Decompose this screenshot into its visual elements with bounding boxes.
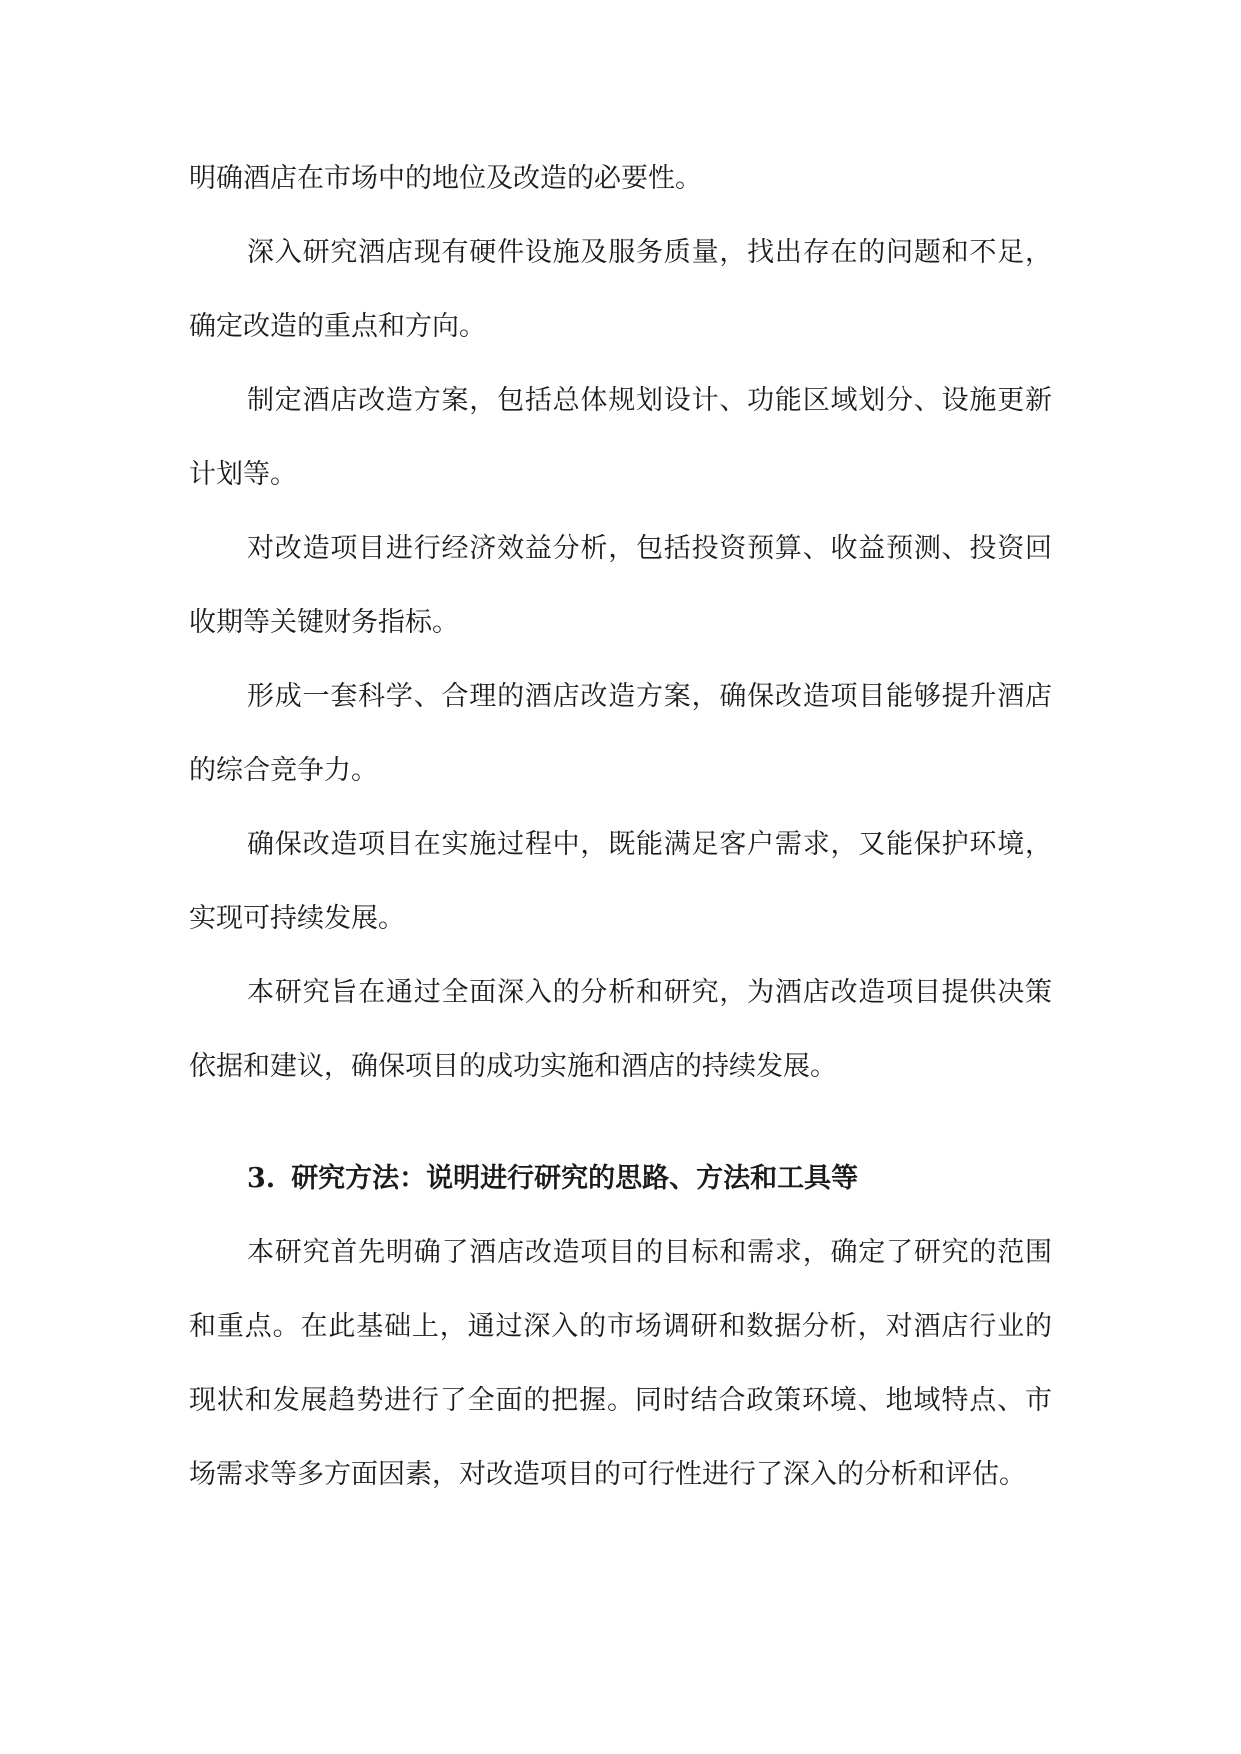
- paragraph-economic-analysis: 对改造项目进行经济效益分析，包括投资预算、收益预测、投资回收期等关键财务指标。: [189, 533, 1052, 638]
- section-number: 3.: [247, 1163, 276, 1194]
- section-heading: [189, 1142, 1052, 1216]
- document-body: [189, 142, 1052, 1512]
- paragraph-research-aim: 本研究旨在通过全面深入的分析和研究，为酒店改造项目提供决策依据和建议，确保项目的成功实施和酒店的持续发展。: [189, 977, 1052, 1082]
- paragraph-hardware-study: 深入研究酒店现有硬件设施及服务质量，找出存在的问题和不足，确定改造的重点和方向。: [189, 237, 1052, 342]
- paragraph-continuation: 明确酒店在市场中的地位及改造的必要性。: [189, 163, 702, 194]
- paragraph-renovation-plan: 制定酒店改造方案，包括总体规划设计、功能区域划分、设施更新计划等。: [189, 385, 1052, 490]
- paragraph-scientific-plan: 形成一套科学、合理的酒店改造方案，确保改造项目能够提升酒店的综合竞争力。: [189, 681, 1052, 786]
- paragraph-methodology: 本研究首先明确了酒店改造项目的目标和需求，确定了研究的范围和重点。在此基础上，通过深入的市场调研和数据分析，对酒店行业的现状和发展趋势进行了全面的把握。同时结合政策环境、地域特点、市场需求等多方面因素，对改造项目的可行性进行了深入的分析和评估。: [189, 1237, 1052, 1490]
- paragraph-sustainability: 确保改造项目在实施过程中，既能满足客户需求，又能保护环境，实现可持续发展。: [189, 829, 1052, 934]
- section-title: 研究方法：说明进行研究的思路、方法和工具等: [291, 1163, 859, 1194]
